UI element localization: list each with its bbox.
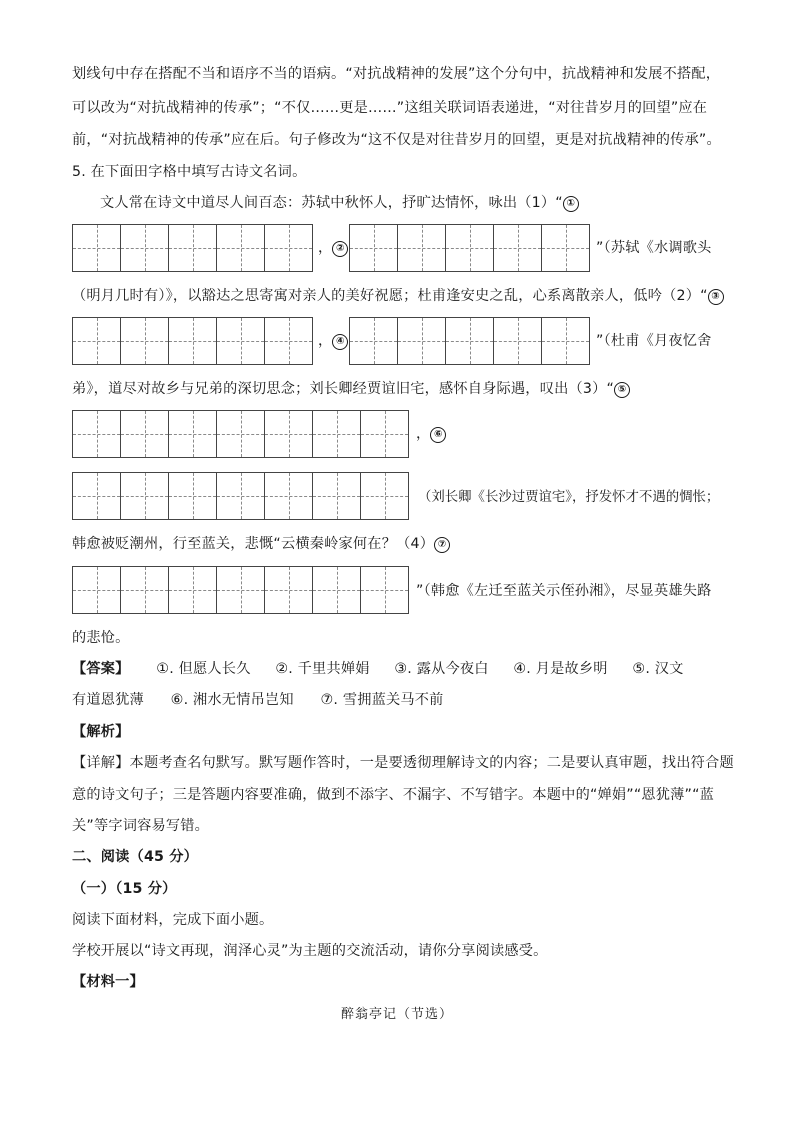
poem-paragraph-1: 文人常在诗文中道尽人间百态：苏轼中秋怀人，抒旷达情怀，咏出（1）“ ① — [100, 193, 579, 213]
answer-7: 雪拥蓝关马不前 — [342, 692, 444, 708]
detail-line-1: 【详解】本题考查名句默写。默写题作答时，一是要透彻理解诗文的内容；二是要认真审题，找出符合题 — [72, 755, 734, 771]
answer-1: 但愿人长久 — [178, 661, 251, 677]
answer-label: 【答案】 — [72, 661, 130, 677]
answer-number-1: ①. — [156, 661, 174, 677]
detail-line-2: 意的诗文句子；三是答题内容要准确，做到不添字、不漏字、不写错字。本题中的“婵娟”“恩犹薄”“蓝 — [72, 787, 715, 803]
answer-4: 月是故乡明 — [535, 661, 608, 677]
poem-paragraph-2: （明月几时有）》，以豁达之思寄寓对亲人的美好祝愿；杜甫逢安史之乱，心系离散亲人，低吟（2）“ ③ — [72, 286, 724, 306]
marker-6: ⑥ — [430, 427, 446, 443]
section-heading: 二、阅读（45 分） — [72, 849, 198, 865]
poem-paragraph-4: 韩愈被贬潮州，行至蓝关，悲慨“云横秦岭家何在？（4） ⑦ — [72, 534, 450, 554]
grid-row-1-tail: ”（苏轼《水调歌头 — [596, 240, 712, 256]
answer-2: 千里共婵娟 — [297, 661, 370, 677]
marker-2: ② — [332, 241, 348, 257]
grid-row-1-joiner: ， ② — [318, 238, 348, 258]
answer-3: 露从今夜白 — [416, 661, 489, 677]
blank-grid-4[interactable] — [349, 317, 590, 365]
marker-7: ⑦ — [434, 537, 450, 553]
grid-row-3-joiner: ， ⑥ — [416, 424, 446, 444]
marker-4: ④ — [332, 334, 348, 350]
poem-title: 醉翁亭记（节选） — [340, 1007, 453, 1022]
activity-description: 学校开展以“诗文再现，润泽心灵”为主题的交流活动，请你分享阅读感受。 — [72, 943, 548, 959]
answer-number-6: ⑥. — [170, 692, 189, 708]
explanation-line-1: 划线句中存在搭配不当和语序不当的语病。“对抗战精神的发展”这个分句中，抗战精神和发展不搭配， — [72, 66, 721, 82]
answer-number-5: ⑤. — [632, 661, 651, 677]
answer-5a: 汉文 — [654, 661, 684, 677]
grid-row-2-tail: ”（杜甫《月夜忆舍 — [596, 333, 712, 349]
grid-row-5-tail: ”（韩愈《左迁至蓝关示侄孙湘》，尽显英雄失路 — [416, 583, 712, 599]
blank-grid-3[interactable] — [72, 317, 313, 365]
answer-line-1 — [72, 659, 684, 679]
blank-grid-7[interactable] — [72, 566, 409, 614]
detail-line-3: 关”等字词容易写错。 — [72, 818, 210, 834]
answer-5b: 有道恩犹薄 — [72, 692, 144, 708]
blank-grid-1[interactable] — [72, 224, 313, 272]
subsection-heading: （一）（15 分） — [72, 881, 177, 897]
answer-number-4: ④. — [513, 661, 532, 677]
explanation-line-2: 可以改为“对抗战精神的传承”；“不仅……更是……”这组关联词语表递进，“对往昔岁月的回望”应在 — [72, 100, 708, 116]
answer-number-2: ②. — [275, 661, 293, 677]
material-label: 【材料一】 — [72, 974, 144, 990]
answer-number-7: ⑦. — [320, 692, 339, 708]
answer-number-3: ③. — [394, 661, 412, 677]
blank-grid-5[interactable] — [72, 410, 409, 458]
answer-line-2 — [72, 690, 444, 710]
blank-grid-2[interactable] — [349, 224, 590, 272]
question-5-title: 5. 在下面田字格中填写古诗文名词。 — [72, 164, 307, 180]
analysis-label: 【解析】 — [72, 724, 130, 740]
explanation-line-3: 前，“对抗战精神的传承”应在后。句子修改为“这不仅是对往昔岁月的回望，更是对抗战精神的传承”。 — [72, 132, 721, 148]
reading-instruction: 阅读下面材料，完成下面小题。 — [72, 912, 274, 928]
blank-grid-6[interactable] — [72, 472, 409, 520]
answer-6: 湘水无情吊岂知 — [193, 692, 294, 708]
grid-row-4-tail: （刘长卿《长沙过贾谊宅》，抒发怀才不遇的惆怅； — [418, 490, 720, 505]
marker-5: ⑤ — [614, 382, 630, 398]
marker-3: ③ — [708, 289, 724, 305]
marker-1: ① — [563, 196, 579, 212]
grid-row-2-joiner: ， ④ — [318, 331, 348, 351]
poem-paragraph-3: 弟》，道尽对故乡与兄弟的深切思念；刘长卿经贾谊旧宅，感怀自身际遇，叹出（3）“ ⑤ — [72, 379, 630, 399]
poem-paragraph-5: 的悲怆。 — [72, 630, 130, 646]
